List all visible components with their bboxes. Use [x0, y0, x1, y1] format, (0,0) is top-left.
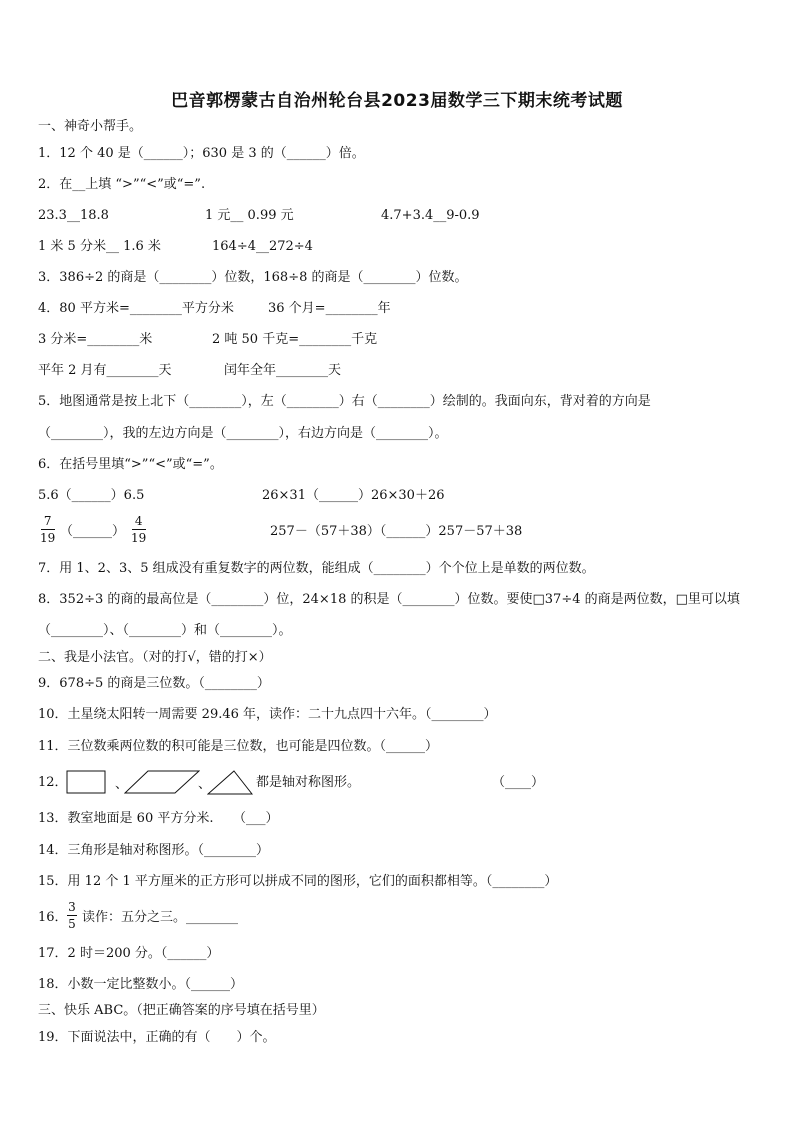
section-2-heading: 二、我是小法官。（对的打√，错的打×）	[38, 650, 272, 665]
question-2-item-c: 4.7+3.4__9-0.9	[381, 208, 480, 223]
question-12-separator-1: 、	[115, 777, 129, 792]
question-19: 19．下面说法中，正确的有（ ）个。	[38, 1030, 276, 1045]
question-4-item-b: 36 个月=________年	[268, 301, 391, 316]
fraction-numerator: 7	[43, 514, 52, 528]
question-8-line-2: （________）、（________）和（________）。	[38, 623, 292, 638]
question-4-item-f: 闰年全年________天	[224, 363, 342, 378]
question-5-line-2: （________），我的左边方向是（________），右边方向是（________）。	[38, 426, 448, 441]
question-13: 13．教室地面是 60 平方分米. （___）	[38, 811, 279, 826]
question-16-text: 读作：五分之三。________	[82, 910, 239, 925]
question-2-item-a: 23.3__18.8	[38, 208, 109, 223]
fraction-bar	[41, 529, 55, 530]
question-7: 7．用 1、2、3、5 组成没有重复数字的两位数，能组成（________）个个位上是单数的两位数。	[38, 561, 595, 576]
question-2-item-e: 164÷4__272÷4	[212, 239, 313, 254]
question-3: 3．386÷2 的商是（________）位数，168÷8 的商是（________）位数。	[38, 270, 468, 285]
page-title: 巴音郭楞蒙古自治州轮台县2023届数学三下期末统考试题	[171, 91, 623, 111]
question-12-text: 都是轴对称图形。	[256, 775, 361, 790]
question-2: 2．在__上填 “>”“<”或“=”.	[38, 177, 206, 192]
question-2-item-b: 1 元__ 0.99 元	[205, 208, 294, 223]
question-6-item-b: 26×31（______）26×30＋26	[262, 488, 445, 503]
question-6: 6．在括号里填“>”“<”或“=”。	[38, 457, 223, 472]
rectangle-shape-icon	[66, 770, 106, 794]
question-15: 15．用 12 个 1 平方厘米的正方形可以拼成不同的图形，它们的面积都相等。（________）	[38, 874, 558, 889]
question-2-item-d: 1 米 5 分米__ 1.6 米	[38, 239, 161, 254]
triangle-shape-icon	[207, 770, 253, 796]
fraction-denominator: 19	[40, 531, 56, 545]
question-10: 10．土星绕太阳转一周需要 29.46 年，读作：二十九点四十六年。（________）	[38, 707, 497, 722]
question-17: 17．2 时＝200 分。（______）	[38, 946, 220, 961]
question-6-item-a: 5.6（______）6.5	[38, 488, 145, 503]
question-6-fraction-left	[40, 514, 55, 545]
question-5-line-1: 5．地图通常是按上北下（________），左（________）右（________）绘制的。我面向东，背对着的方向是	[38, 394, 651, 409]
question-8-line-1: 8．352÷3 的商的最高位是（________）位，24×18 的积是（________）位数。要使□37÷4 的商是两位数，□里可以填	[38, 592, 740, 607]
fraction-bar	[67, 915, 77, 916]
question-11: 11．三位数乘两位数的积可能是三位数，也可能是四位数。（______）	[38, 739, 439, 754]
fraction-bar	[132, 529, 146, 530]
question-12-blank: （____）	[492, 775, 545, 790]
question-18: 18．小数一定比整数小。（______）	[38, 977, 244, 992]
fraction-denominator: 19	[131, 531, 147, 545]
parallelogram-shape-icon	[124, 770, 200, 794]
question-12-number: 12．	[38, 775, 68, 790]
question-4-item-a: 4．80 平方米=________平方分米	[38, 301, 234, 316]
question-16-fraction	[67, 900, 77, 931]
question-6-item-c-blank: （______）	[60, 524, 126, 539]
question-9: 9．678÷5 的商是三位数。（________）	[38, 676, 270, 691]
section-1-heading: 一、神奇小帮手。	[38, 119, 143, 134]
question-6-fraction-right	[131, 514, 146, 545]
question-6-item-d: 257－（57＋38）（______）257－57＋38	[270, 524, 523, 539]
fraction-denominator: 5	[68, 917, 76, 931]
fraction-numerator: 3	[68, 900, 76, 914]
question-1: 1．12 个 40 是（______）；630 是 3 的（______）倍。	[38, 146, 365, 161]
question-4-item-d: 2 吨 50 千克=________千克	[212, 332, 378, 347]
question-4-item-c: 3 分米=________米	[38, 332, 153, 347]
section-3-heading: 三、快乐 ABC。（把正确答案的序号填在括号里）	[38, 1003, 325, 1018]
question-16-number: 16．	[38, 910, 68, 925]
question-14: 14．三角形是轴对称图形。（________）	[38, 843, 270, 858]
question-12-separator-2: 、	[198, 777, 212, 792]
question-4-item-e: 平年 2 月有________天	[38, 363, 172, 378]
fraction-numerator: 4	[134, 514, 143, 528]
